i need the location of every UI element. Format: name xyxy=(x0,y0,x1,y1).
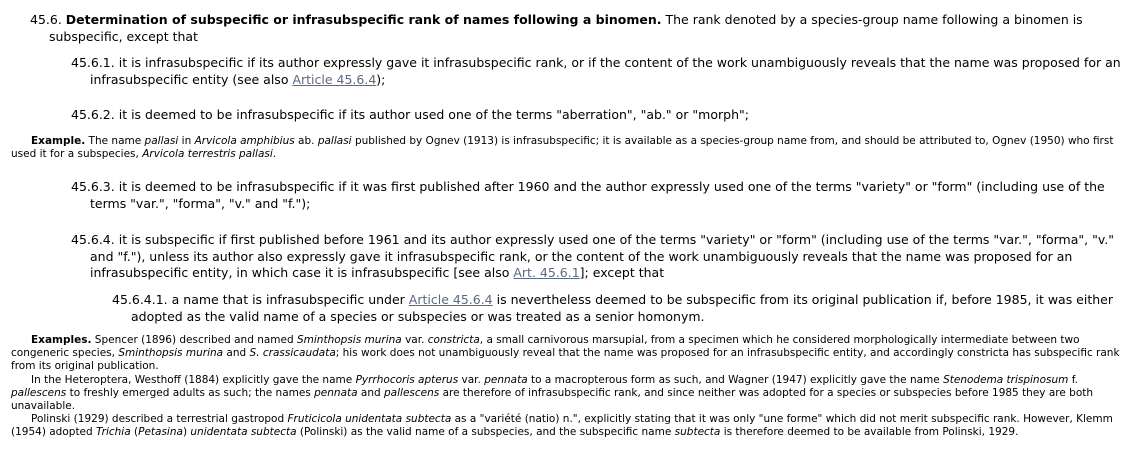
examples-paragraph-1: Examples. Spencer (1896) described and named Sminthopsis murina var. constricta, a small carnivorous marsupial, from a specimen which he considered morphologically intermediate between two congeneric species, Sminthopsis murina and S. crassicaudata; his work does not unambiguously reveal that the name was proposed for an infrasubspecific entity, and accordingly constricta has subspecific rank from its original publication. xyxy=(11,334,1120,373)
article-number: 45.6. xyxy=(30,12,62,27)
article-45-6-2 xyxy=(71,107,1130,124)
article-number: 45.6.4. xyxy=(71,232,115,247)
article-text: The rank denoted by a species-group name following a binomen is subspecific, except that xyxy=(49,12,1083,44)
article-45-6-4-1 xyxy=(112,292,1131,325)
article-number: 45.6.4.1. xyxy=(112,292,168,307)
article-number: 45.6.1. xyxy=(71,55,115,70)
examples-label: Examples. xyxy=(31,334,92,346)
article-text-end: ]; except that xyxy=(579,265,665,280)
article-45-6-1 xyxy=(71,55,1130,88)
article-text-end: ); xyxy=(376,71,386,87)
article-text: a name that is infrasubspecific under xyxy=(171,292,405,307)
example-block: Example. The name pallasi in Arvicola amphibius ab. pallasi published by Ognev (1913) is infrasubspecific; it is available as a species-group name from, and should be attributed to, Ognev (1950) who first used it for a subspecies, Arvicola terrestris pallasi. xyxy=(11,135,1114,161)
article-45-6-4 xyxy=(71,232,1140,282)
examples-paragraph-2: In the Heteroptera, Westhoff (1884) explicitly gave the name Pyrrhocoris apterus var. pennata to a macropterous form as such, and Wagner (1947) explicitly gave the name Stenodema trispinosum f. pallescens to freshly emerged adults as such; the names pennata and pallescens are therefore of infrasubspecific rank, and since neither was adopted for a species or subspecies before 1985 they are both unavailable. xyxy=(11,373,1094,413)
examples-paragraph-3: Polinski (1929) described a terrestrial gastropod Fruticicola unidentata subtecta as a "variété (natio) n.", explicitly stating that it was only "une forme" which did not merit subspecific rank. However, Klemm (1954) adopted Trichia (Petasina) unidentata subtecta (Polinski) as the valid name of a subspecies, and the subspecific name subtecta is therefore deemed to be available from Polinski, 1929. xyxy=(11,413,1113,439)
article-number: 45.6.3. xyxy=(71,179,115,194)
article-45-6-4-link[interactable]: Article 45.6.4 xyxy=(292,71,377,87)
article-text: it is deemed to be infrasubspecific if its author used one of the terms "aberration", "ab." or "morph"; xyxy=(118,107,749,122)
examples-block xyxy=(11,334,1121,440)
article-45-6-1-link[interactable]: Art. 45.6.1 xyxy=(513,265,580,280)
article-45-6 xyxy=(30,12,1129,45)
article-heading: Determination of subspecific or infrasubspecific rank of names following a binomen. xyxy=(65,12,662,27)
article-text-end: is nevertheless deemed to be subspecific from its original publication if, before 1985, it was either adopted as the valid name of a species or subspecies or was treated as a senior homonym. xyxy=(131,292,1114,324)
article-45-6-3 xyxy=(71,179,1130,212)
article-text: it is subspecific if first published before 1961 and its author expressly used one of the terms "variety" or "form" (including use of the terms "var.", "forma", "v." and "f."), unless its author also expressly gave it infrasubspecific rank, or the content of the work unambiguously reveals that the name was proposed for an infrasubspecific entity, in which case it is infrasubspecific [see also xyxy=(90,232,1114,280)
example-label: Example. xyxy=(31,135,86,147)
article-number: 45.6.2. xyxy=(71,107,115,122)
article-text: it is infrasubspecific if its author expressly gave it infrasubspecific rank, or if the content of the work unambiguously reveals that the name was proposed for an infrasubspecific entity (see also xyxy=(90,55,1121,87)
article-text: it is deemed to be infrasubspecific if it was first published after 1960 and the author expressly used one of the terms "variety" or "form" (including use of the terms "var.", "forma", "v." and "f."); xyxy=(90,179,1105,211)
article-45-6-4-link[interactable]: Article 45.6.4 xyxy=(408,292,493,307)
